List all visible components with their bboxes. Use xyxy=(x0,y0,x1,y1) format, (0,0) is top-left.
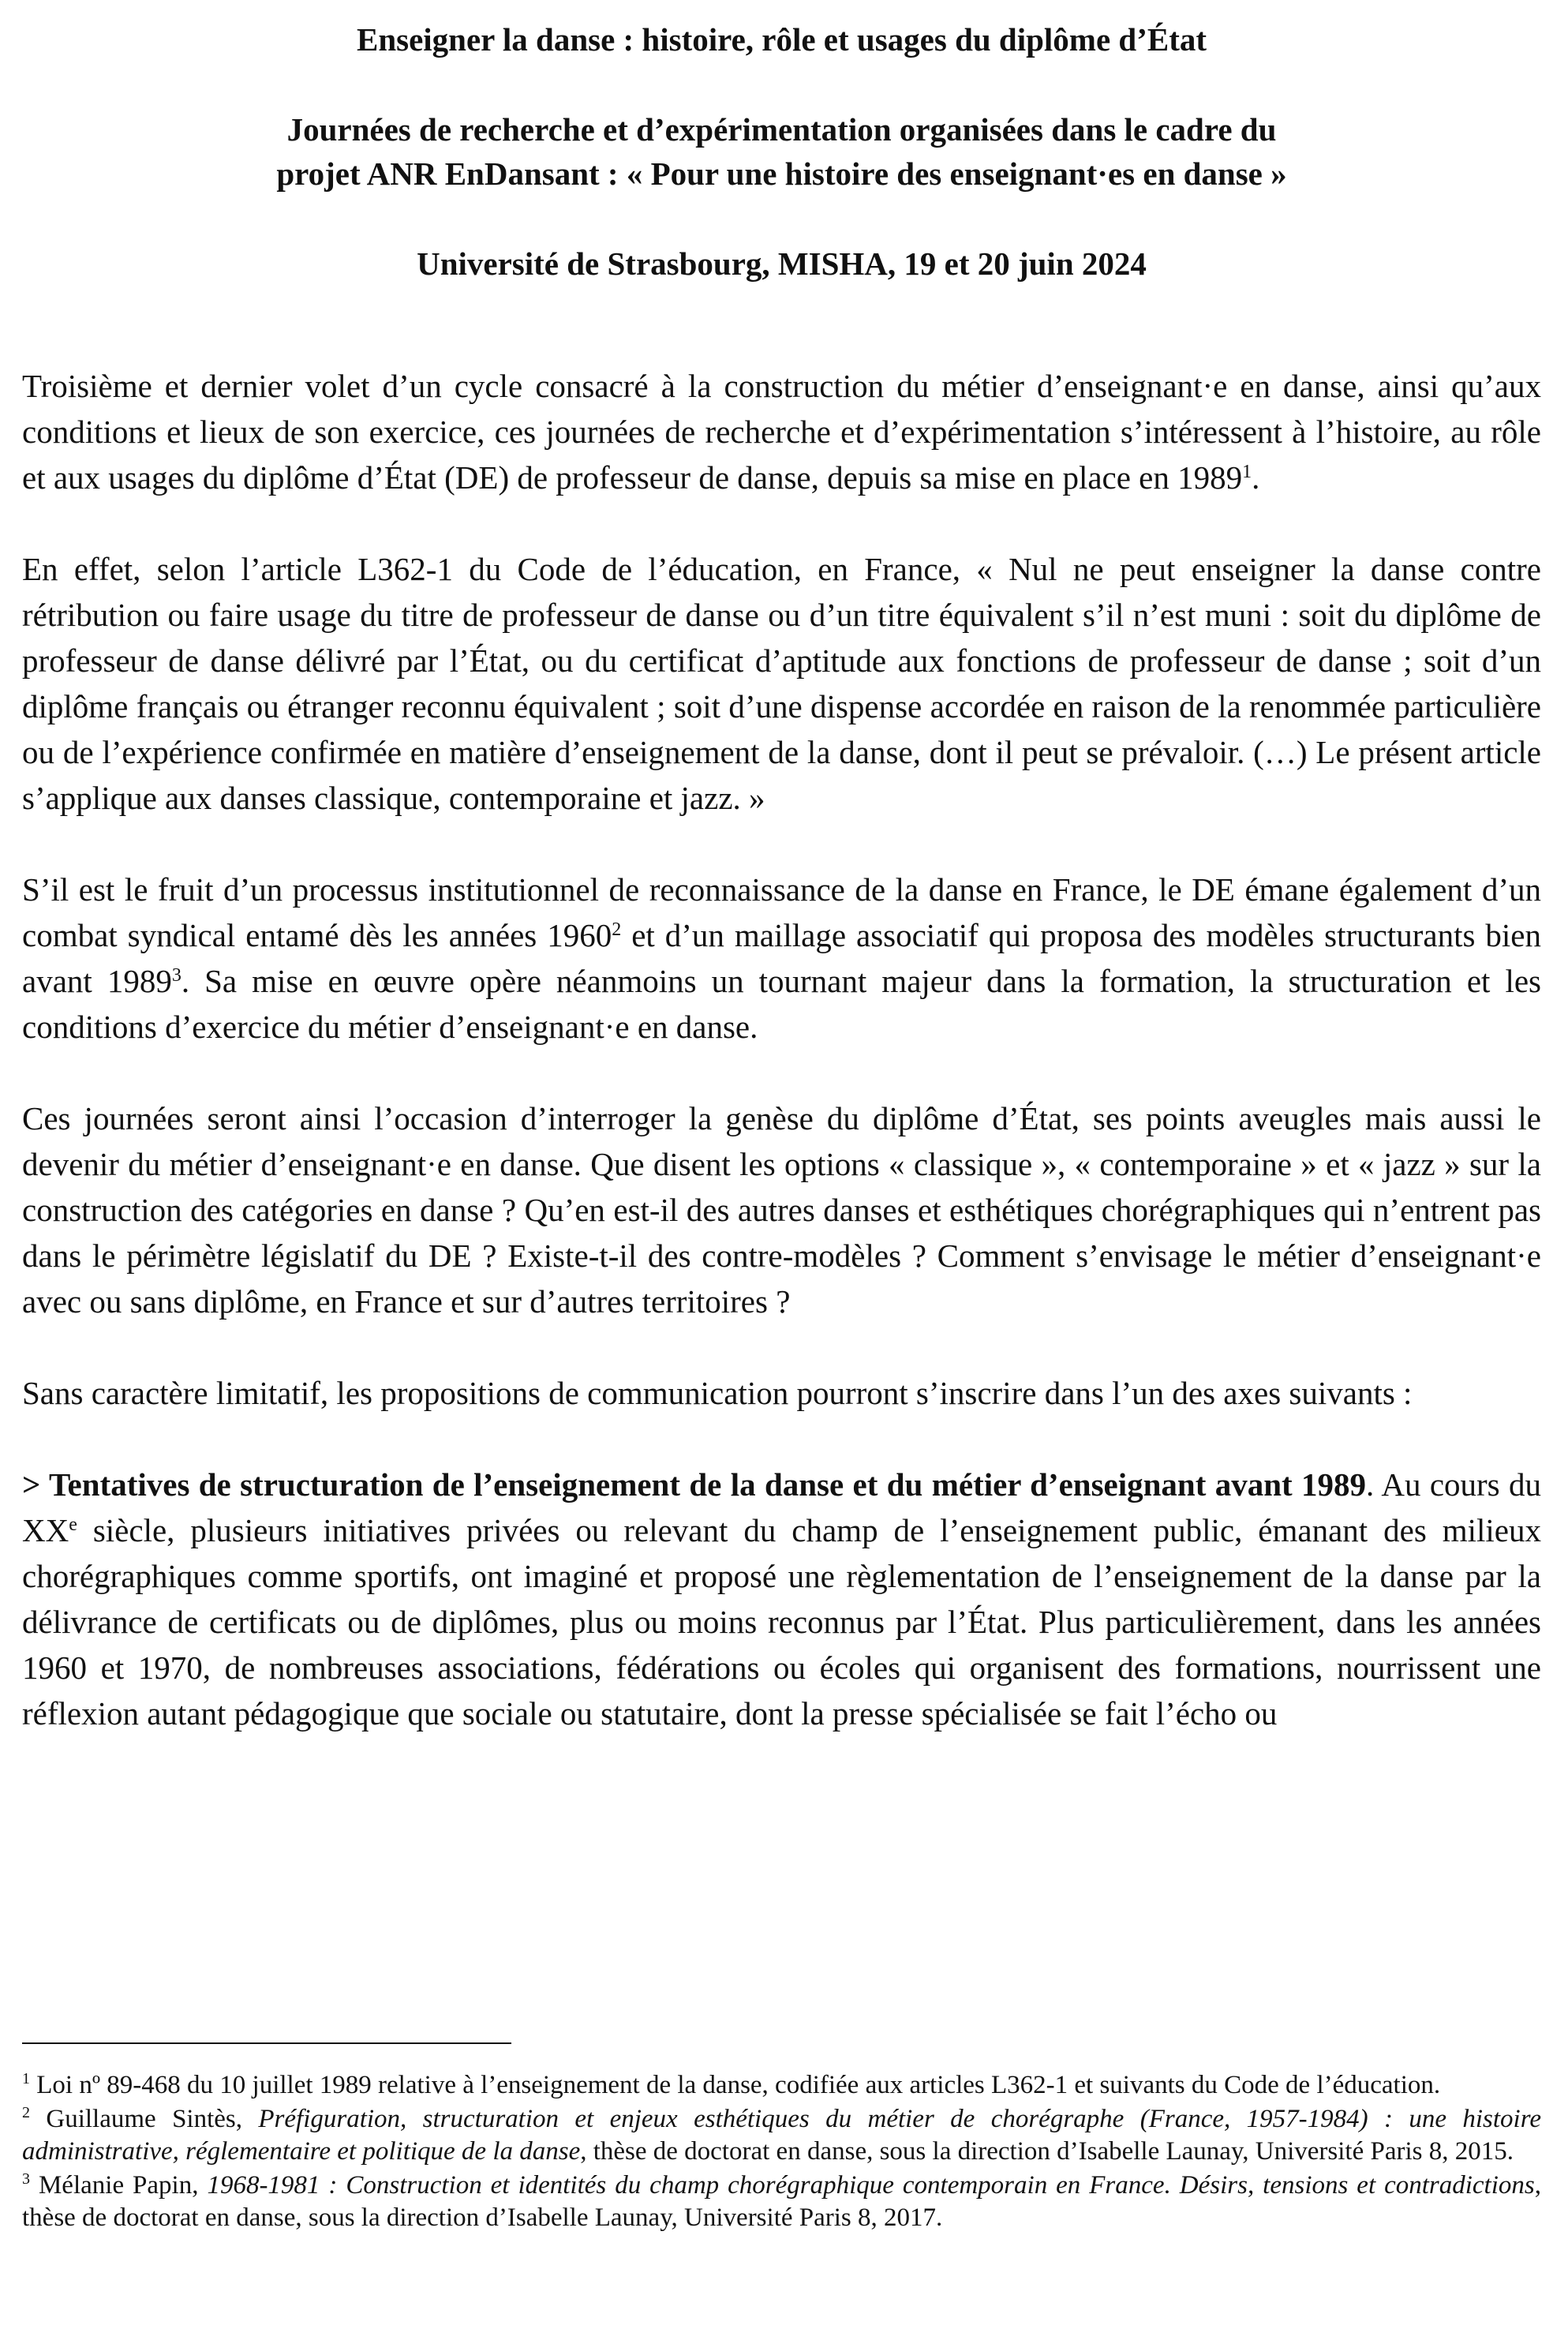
footnote-3-title: 1968-1981 : Construction et identités du champ chorégraphique contemporain en France. Désirs, tensions et contradictions xyxy=(207,2171,1535,2200)
paragraph-intro-text: Troisième et dernier volet d’un cycle consacré à la construction du métier d’enseignant·e en danse, ainsi qu’aux conditions et lieux de son exercice, ces journées de recherche et d’expérimentation s’intéressent à l’histoire, au rôle et aux usages du diplôme d’État (DE) de professeur de danse, depuis sa mise en place en 1989 xyxy=(22,368,1541,496)
footnote-separator xyxy=(22,2042,511,2044)
footnote-3-text-b: , thèse de doctorat en danse, sous la direction d’Isabelle Launay, Université Paris 8, 2017. xyxy=(22,2171,1541,2232)
century-superscript: e xyxy=(69,1514,77,1535)
footnote-3 xyxy=(22,2170,1541,2234)
footnotes xyxy=(22,2069,1541,2236)
document-subtitle xyxy=(22,107,1541,196)
footnote-2-title: Préfiguration, structuration et enjeux esthétiques du métier de chorégraphe (France, 1957-1984) : une histoire administrative, réglementaire et politique de la danse xyxy=(22,2105,1541,2166)
footnote-2-number: 2 xyxy=(22,2104,30,2121)
subtitle-line-1: Journées de recherche et d’expérimentation organisées dans le cadre du xyxy=(286,111,1277,148)
footnote-ref-3[interactable]: 3 xyxy=(171,965,181,986)
document-page xyxy=(22,0,1541,2325)
document-body xyxy=(22,363,1541,1736)
paragraph-origins-text-c: . Sa mise en œuvre opère néanmoins un tournant majeur dans la formation, la structuration et les conditions d’exercice du métier d’enseignant·e en danse. xyxy=(22,963,1541,1045)
subtitle-line-2: projet ANR EnDansant : « Pour une histoire des enseignant·es en danse » xyxy=(276,155,1287,192)
axis-1-text-b: siècle, plusieurs initiatives privées ou relevant du champ de l’enseignement public, émanant des milieux chorégraphiques comme sportifs, ont imaginé et proposé une règlementation de l’enseignement de la danse par la délivrance de certificats ou de diplômes, plus ou moins reconnus par l’État. Plus particulièrement, dans les années 1960 et 1970, de nombreuses associations, fédérations ou écoles qui organisent des formations, nourrissent une réflexion autant pédagogique que sociale ou statutaire, dont la presse spécialisée se fait l’écho ou xyxy=(22,1512,1541,1732)
paragraph-origins-text-b: et d’un maillage associatif qui proposa des modèles structurants bien avant 1989 xyxy=(22,917,1541,999)
document-header xyxy=(22,17,1541,286)
paragraph-axis-1 xyxy=(22,1462,1541,1736)
footnote-1-text: Loi nº 89-468 du 10 juillet 1989 relative à l’enseignement de la danse, codifiée aux articles L362-1 et suivants du Code de l’éducation. xyxy=(30,2071,1441,2099)
paragraph-origins xyxy=(22,867,1541,1050)
axis-1-text-a: . Au cours du XX xyxy=(22,1466,1541,1548)
axis-1-title: > Tentatives de structuration de l’enseignement de la danse et du métier d’enseignant avant 1989 xyxy=(22,1466,1367,1503)
footnote-1-number: 1 xyxy=(22,2070,30,2087)
paragraph-questions: Ces journées seront ainsi l’occasion d’interroger la genèse du diplôme d’État, ses points aveugles mais aussi le devenir du métier d’enseignant·e en danse. Que disent les options « classique », « contemporaine » et « jazz » sur la construction des catégories en danse ? Qu’en est-il des autres danses et esthétiques chorégraphiques qui n’entrent pas dans le périmètre législatif du DE ? Existe-t-il des contre-modèles ? Comment s’envisage le métier d’enseignant·e avec ou sans diplôme, en France et sur d’autres territoires ? xyxy=(22,1100,1541,1320)
footnote-1 xyxy=(22,2069,1541,2102)
footnote-3-text-a: Mélanie Papin, xyxy=(30,2171,208,2200)
footnote-3-number: 3 xyxy=(22,2170,30,2188)
paragraph-law-quote: En effet, selon l’article L362-1 du Code de l’éducation, en France, « Nul ne peut enseigner la danse contre rétribution ou faire usage du titre de professeur de danse ou d’un titre équivalent s’il n’est muni : soit du diplôme de professeur de danse délivré par l’État, ou du certificat d’aptitude aux fonctions de professeur de danse ; soit d’un diplôme français ou étranger reconnu équivalent ; soit d’une dispense accordée en raison de la renommée particulière ou de l’expérience confirmée en matière d’enseignement de la danse, dont il peut se prévaloir. (…) Le présent article s’applique aux danses classique, contemporaine et jazz. » xyxy=(22,551,1541,816)
paragraph-intro-end: . xyxy=(1252,459,1260,496)
event-place-date: Université de Strasbourg, MISHA, 19 et 20 juin 2024 xyxy=(417,245,1147,282)
footnote-ref-1[interactable]: 1 xyxy=(1242,462,1252,482)
footnote-ref-2[interactable]: 2 xyxy=(612,919,622,940)
footnote-2-text-a: Guillaume Sintès, xyxy=(30,2105,259,2133)
document-title: Enseigner la danse : histoire, rôle et usages du diplôme d’État xyxy=(356,21,1207,58)
paragraph-origins-text-a: S’il est le fruit d’un processus institutionnel de reconnaissance de la danse en France, le DE émane également d’un combat syndical entamé dès les années 1960 xyxy=(22,871,1541,953)
footnote-2 xyxy=(22,2103,1541,2168)
paragraph-intro xyxy=(22,363,1541,500)
paragraph-axes-intro: Sans caractère limitatif, les propositions de communication pourront s’inscrire dans l’un des axes suivants : xyxy=(22,1375,1413,1411)
footnote-2-text-b: , thèse de doctorat en danse, sous la direction d’Isabelle Launay, Université Paris 8, 2015. xyxy=(580,2137,1514,2166)
